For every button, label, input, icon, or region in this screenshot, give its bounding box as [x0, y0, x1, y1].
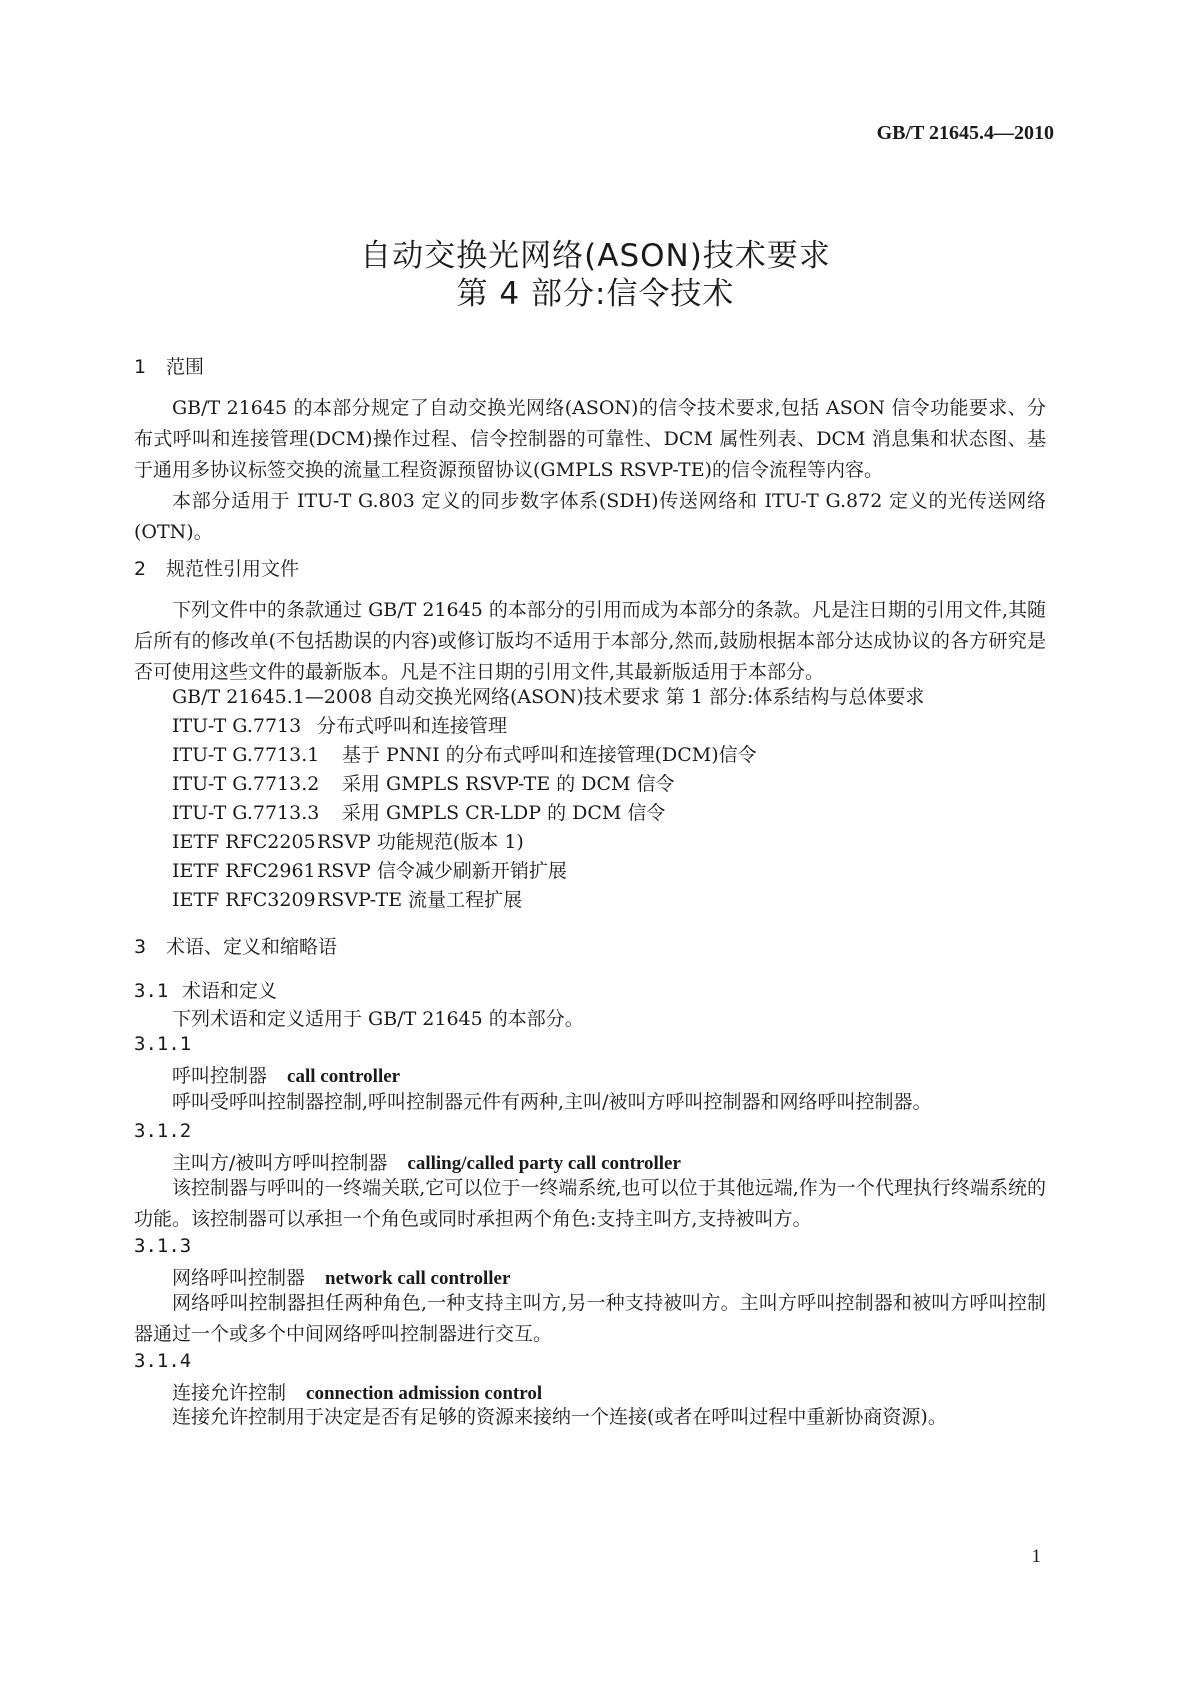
term-zh: 网络呼叫控制器 — [172, 1267, 306, 1289]
reference-item — [172, 798, 665, 825]
reference-title: RSVP 信令减少刷新开销扩展 — [317, 860, 567, 882]
section-heading-2 — [134, 554, 299, 581]
term-number: 3.1.1 — [134, 1033, 192, 1055]
reference-item — [172, 711, 507, 738]
reference-code: IETF RFC2961 — [172, 860, 316, 882]
term-number: 3.1.2 — [134, 1120, 192, 1142]
reference-item — [172, 769, 675, 796]
reference-item — [172, 682, 924, 709]
standard-code: GB/T 21645.4—2010 — [876, 122, 1054, 144]
reference-item — [172, 856, 567, 883]
section-number: 1 — [134, 356, 147, 378]
term-definition: 网络呼叫控制器担任两种角色,一种支持主叫方,另一种支持被叫方。主叫方呼叫控制器和被叫方呼叫控制器通过一个或多个中间网络呼叫控制器进行交互。 — [134, 1292, 1046, 1345]
reference-title: 采用 GMPLS CR-LDP 的 DCM 信令 — [342, 802, 666, 824]
reference-title: 基于 PNNI 的分布式呼叫和连接管理(DCM)信令 — [342, 744, 757, 766]
section-title: 规范性引用文件 — [166, 558, 300, 580]
reference-code: IETF RFC3209 — [172, 889, 316, 911]
term-zh: 呼叫控制器 — [172, 1065, 268, 1087]
reference-title: 自动交换光网络(ASON)技术要求 第 1 部分:体系结构与总体要求 — [377, 686, 925, 708]
term-number: 3.1.3 — [134, 1235, 192, 1257]
document-title: 自动交换光网络(ASON)技术要求 — [360, 238, 831, 274]
section-number: 3 — [134, 936, 147, 958]
reference-code: ITU-T G.7713.3 — [172, 802, 320, 824]
term-definition: 该控制器与呼叫的一终端关联,它可以位于一终端系统,也可以位于其他远端,作为一个代理执行终端系统的功能。该控制器可以承担一个角色或同时承担两个角色:支持主叫方,支持被叫方。 — [134, 1177, 1046, 1230]
reference-item — [172, 885, 522, 912]
term-number: 3.1.4 — [134, 1350, 192, 1372]
term-name — [172, 1378, 542, 1405]
reference-code: GB/T 21645.1—2008 — [172, 686, 373, 708]
subsection-intro: 下列术语和定义适用于 GB/T 21645 的本部分。 — [172, 1008, 584, 1030]
page-number: 1 — [1031, 1546, 1041, 1567]
term-name — [172, 1263, 510, 1290]
section-title: 术语、定义和缩略语 — [166, 936, 338, 958]
paragraph: GB/T 21645 的本部分规定了自动交换光网络(ASON)的信令技术要求,包括 ASON 信令功能要求、分布式呼叫和连接管理(DCM)操作过程、信令控制器的可靠性、DCM 属性列表、DCM 消息集和状态图、基于通用多协议标签交换的流量工程资源预留协议(GMPLS RSVP-TE)的信令流程等内容。 — [134, 397, 1046, 481]
reference-code: IETF RFC2205 — [172, 831, 316, 853]
term-definition: 连接允许控制用于决定是否有足够的资源来接纳一个连接(或者在呼叫过程中重新协商资源)。 — [172, 1406, 947, 1428]
reference-code: ITU-T G.7713.2 — [172, 773, 320, 795]
term-name — [172, 1148, 681, 1175]
section-heading-1 — [134, 352, 204, 379]
term-definition: 呼叫受呼叫控制器控制,呼叫控制器元件有两种,主叫/被叫方呼叫控制器和网络呼叫控制器。 — [172, 1091, 932, 1113]
paragraph: 本部分适用于 ITU-T G.803 定义的同步数字体系(SDH)传送网络和 ITU-T G.872 定义的光传送网络(OTN)。 — [134, 490, 1046, 543]
term-en: network call controller — [325, 1268, 511, 1289]
reference-title: 采用 GMPLS RSVP-TE 的 DCM 信令 — [342, 773, 675, 795]
section-title: 范围 — [166, 356, 205, 378]
section-heading-3 — [134, 932, 337, 959]
reference-title: RSVP 功能规范(版本 1) — [317, 831, 524, 853]
term-en: call controller — [287, 1066, 401, 1087]
reference-title: RSVP-TE 流量工程扩展 — [317, 889, 523, 911]
subsection-number: 3.1 — [134, 980, 169, 1002]
term-zh: 连接允许控制 — [172, 1382, 287, 1404]
paragraph: 下列文件中的条款通过 GB/T 21645 的本部分的引用而成为本部分的条款。凡是注日期的引用文件,其随后所有的修改单(不包括勘误的内容)或修订版均不适用于本部分,然而,鼓励根据本部分达成协议的各方研究是否可使用这些文件的最新版本。凡是不注日期的引用文件,其最新版适用于本部分。 — [134, 599, 1046, 683]
section-number: 2 — [134, 558, 147, 580]
reference-title: 分布式呼叫和连接管理 — [317, 715, 508, 737]
reference-item — [172, 740, 757, 767]
term-name — [172, 1061, 400, 1088]
reference-code: ITU-T G.7713.1 — [172, 744, 320, 766]
subsection-title: 术语和定义 — [182, 980, 278, 1002]
term-en: calling/called party call controller — [407, 1153, 681, 1174]
subsection-heading — [134, 976, 277, 1003]
term-zh: 主叫方/被叫方呼叫控制器 — [172, 1152, 388, 1174]
reference-code: ITU-T G.7713 — [172, 715, 302, 737]
reference-item — [172, 827, 524, 854]
document-subtitle: 第 4 部分:信令技术 — [456, 276, 735, 312]
term-en: connection admission control — [306, 1383, 543, 1404]
